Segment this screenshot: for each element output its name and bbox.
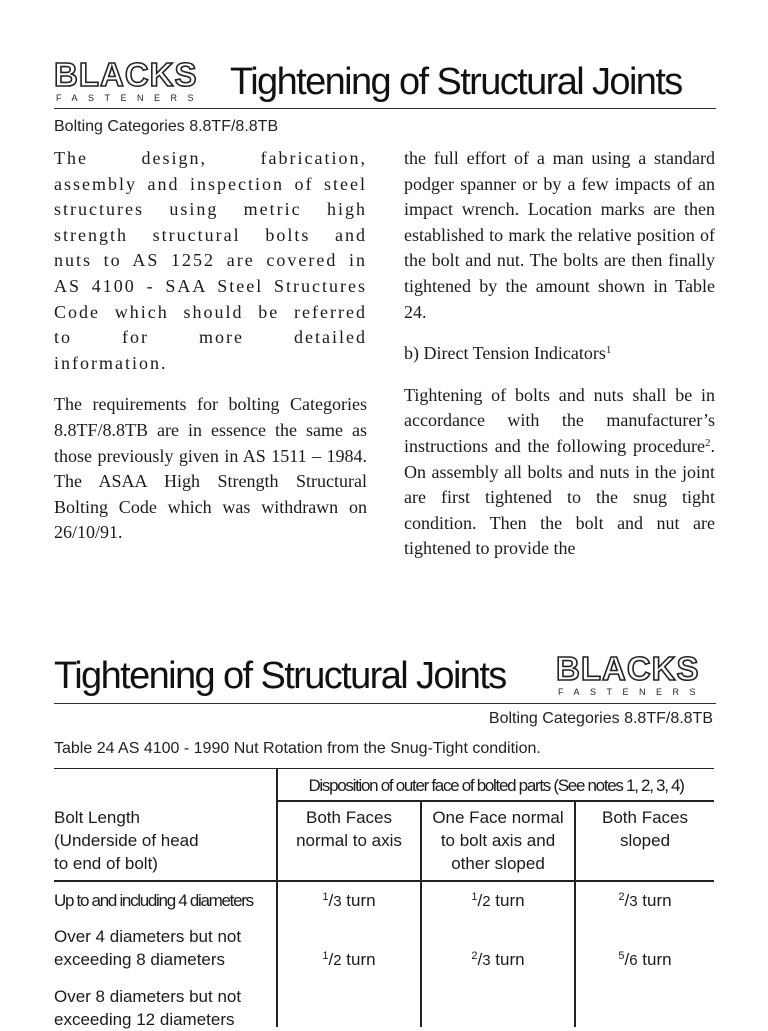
blacks-fasteners-logo: BLACKS FASTENERS: [556, 650, 707, 697]
group-header: Disposition of outer face of bolted parts (See notes 1, 2, 3, 4): [308, 776, 684, 795]
table-row-label: Up to and including 4 diameters: [54, 891, 253, 910]
right-column: [404, 146, 715, 594]
left-column: [54, 146, 367, 546]
column-header-both-sloped: Both Faces sloped: [602, 808, 688, 850]
column-header-one-sloped: One Face normal to bolt axis and other sloped: [432, 808, 564, 873]
page-subtitle: Bolting Categories 8.8TF/8.8TB: [54, 118, 279, 135]
title-rule: [54, 703, 716, 704]
table-cell: $^1$/2 turn: [471, 891, 525, 910]
paragraph: The requirements for bolting Categories 8.8TF/8.8TB are in essence the same as those previously given in AS 1511 – 1984. The ASAA High Strength Structural Bolting Code which was withdrawn on 26/10/91.: [54, 394, 367, 543]
page-subtitle: Bolting Categories 8.8TF/8.8TB: [488, 710, 713, 727]
column-header-bolt-length: Bolt Length (Underside of head to end of bolt): [54, 808, 199, 873]
blacks-fasteners-logo: BLACKS FASTENERS: [54, 56, 205, 103]
page-title: Tightening of Structural Joints: [230, 61, 682, 103]
nut-rotation-table: [54, 768, 714, 1029]
paragraph: the full effort of a man using a standard podger spanner or by a few impacts of an impact wrench. Location marks are then established to mark the relative position of the bolt and nut. The bolts are then finally tightened by the amount shown in Table 24.: [404, 148, 715, 322]
table-row-label: Over 4 diameters but not exceeding 8 diameters: [54, 927, 242, 969]
table-row-label: Over 8 diameters but not exceeding 12 diameters: [54, 987, 242, 1029]
header-divider: [276, 800, 714, 802]
header-divider: [54, 880, 714, 882]
title-rule: [54, 108, 716, 109]
column-header-both-normal: Both Faces normal to axis: [296, 808, 402, 850]
paragraph: Tightening of bolts and nuts shall be in accordance with the manufacturer’s instructions and the following procedure$^2$. On assembly all bolts and nuts in the joint are first tightened to the snug tight condition. Then the bolt and nut are tightened to provide the: [404, 384, 715, 559]
table-cell: $^1$/2 turn: [322, 950, 376, 969]
table-cell: $^1$/3 turn: [322, 891, 376, 910]
section-heading: b) Direct Tension Indicators$^1$: [404, 343, 612, 364]
table-cell: $^5$/6 turn: [618, 950, 672, 969]
table-cell: $^2$/3 turn: [471, 950, 525, 969]
paragraph: The design, fabrication, assembly and inspection of steel structures using metric high strength structural bolts and nuts to AS 1252 are covered in AS 4100 - SAA Steel Structures Code which should be referred to for more detailed information.: [54, 148, 367, 373]
page-title: Tightening of Structural Joints: [54, 655, 506, 697]
table-caption: Table 24 AS 4100 - 1990 Nut Rotation from the Snug-Tight condition.: [54, 740, 541, 757]
table-cell: $^2$/3 turn: [618, 891, 672, 910]
